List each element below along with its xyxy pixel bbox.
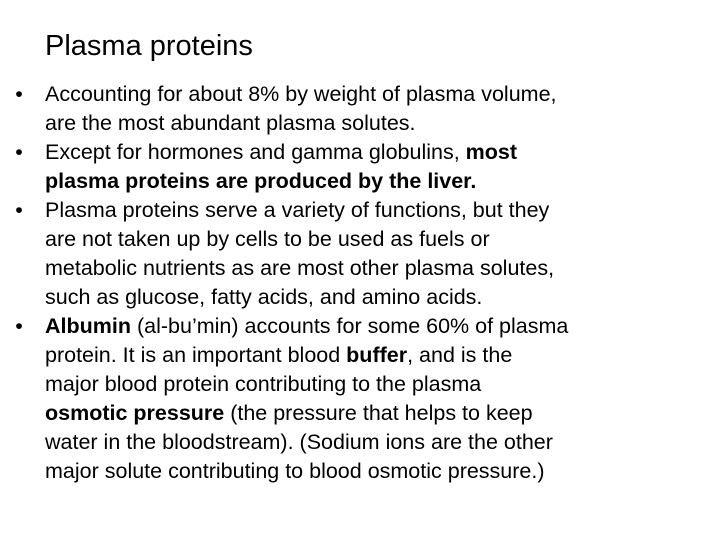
bold-text: Albumin bbox=[45, 314, 131, 338]
bullet-line bbox=[45, 109, 715, 138]
bullet-line bbox=[45, 225, 715, 254]
bullet-line bbox=[45, 167, 715, 196]
bullet-text: are the most abundant plasma solutes. bbox=[45, 111, 416, 135]
bullet-item-2 bbox=[9, 138, 715, 196]
bullet-text: Plasma proteins serve a variety of functions, but they bbox=[45, 198, 550, 222]
bold-text: most bbox=[465, 140, 518, 164]
bullet-marker: • bbox=[15, 314, 23, 338]
bullet-line bbox=[45, 370, 715, 399]
slide-title: Plasma proteins bbox=[45, 30, 253, 62]
bullet-text: (al-bu’min) accounts for some 60% of plasma bbox=[131, 314, 569, 338]
bullet-line bbox=[45, 428, 715, 457]
bullet-text: (the pressure that helps to keep bbox=[224, 401, 533, 425]
bullet-text: are not taken up by cells to be used as fuels or bbox=[45, 227, 490, 251]
bold-text: plasma proteins are produced by the liver. bbox=[45, 169, 477, 193]
bullet-text: , and is the bbox=[407, 343, 513, 367]
bullet-list bbox=[9, 80, 715, 486]
bullet-line bbox=[45, 254, 715, 283]
bullet-marker: • bbox=[15, 82, 23, 106]
bullet-text: major solute contributing to blood osmotic pressure.) bbox=[45, 459, 545, 483]
bullet-text: major blood protein contributing to the plasma bbox=[45, 372, 482, 396]
bullet-line bbox=[45, 457, 715, 486]
bullet-line bbox=[45, 80, 715, 109]
bullet-line bbox=[45, 283, 715, 312]
bullet-marker: • bbox=[15, 198, 23, 222]
bullet-line bbox=[45, 312, 715, 341]
bullet-text: Except for hormones and gamma globulins, bbox=[45, 140, 466, 164]
bullet-line bbox=[45, 138, 715, 167]
bullet-item-3 bbox=[9, 196, 715, 312]
bullet-text: protein. It is an important blood bbox=[45, 343, 347, 367]
bullet-item-1 bbox=[9, 80, 715, 138]
bullet-line bbox=[45, 341, 715, 370]
bold-text: osmotic pressure bbox=[45, 401, 225, 425]
bold-text: buffer bbox=[346, 343, 408, 367]
bullet-marker: • bbox=[15, 140, 23, 164]
bullet-text: metabolic nutrients as are most other plasma solutes, bbox=[45, 256, 555, 280]
bullet-line bbox=[45, 399, 715, 428]
bullet-item-4 bbox=[9, 312, 715, 486]
bullet-text: water in the bloodstream). (Sodium ions are the other bbox=[45, 430, 553, 454]
bullet-text: such as glucose, fatty acids, and amino acids. bbox=[45, 285, 483, 309]
bullet-line bbox=[45, 196, 715, 225]
bullet-text: Accounting for about 8% by weight of plasma volume, bbox=[45, 82, 557, 106]
